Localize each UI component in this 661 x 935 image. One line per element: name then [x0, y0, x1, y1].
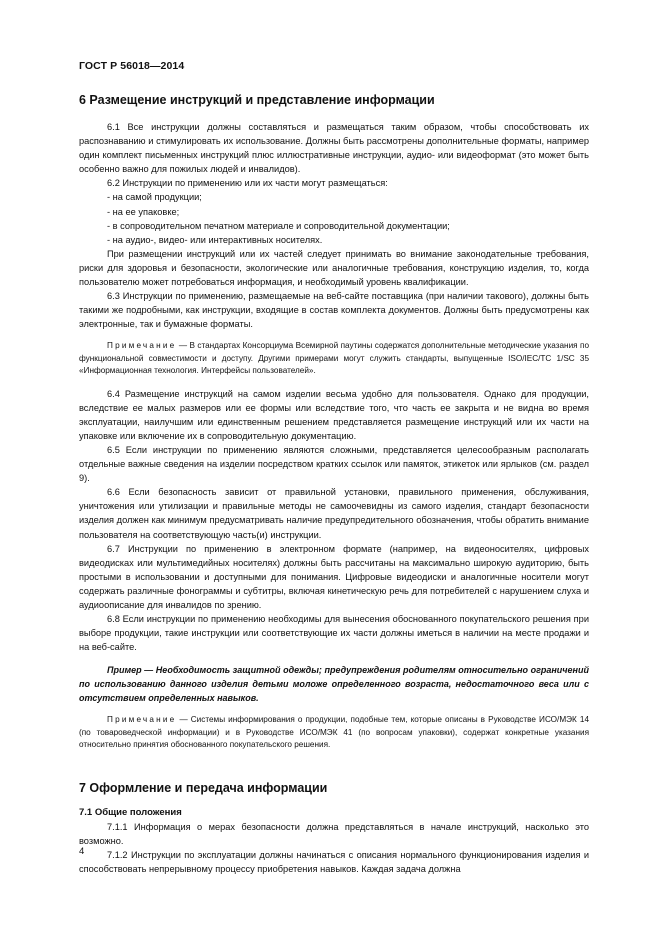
- clause-6-5: 6.5 Если инструкции по применению являются сложными, представляется целесообразным располагать отдельные важные сведения на изделии посредством кратких ссылок или памяток, этикеток или ярлыков (см. раздел 9).: [79, 445, 589, 484]
- note-2-text: — Системы информирования о продукции, подобные тем, которые описаны в Руководстве ИСО/МЭК 14 (по товароведческой информации) и в Руководстве ИСО/МЭК 41 (по вопросам упаковки), содержат конкретные указания относительно принятия обоснованного покупательского решения.: [79, 715, 589, 750]
- page-number: 4: [79, 846, 85, 857]
- list-item: - на ее упаковке;: [107, 206, 180, 217]
- list-item: - на самой продукции;: [107, 192, 202, 203]
- clause-6-4: 6.4 Размещение инструкций на самом изделии весьма удобно для пользователя. Однако для продукции, вследствие ее малых размеров или ее формы или вследствие того, что часть ее закрыта и не видна во время эксплуатации, наилучшим или единственным решением представляется размещение инструкций или их части на упаковке или включение их в сопроводительную документацию.: [79, 388, 589, 441]
- note-1-text: — В стандартах Консорциума Всемирной паутины содержатся дополнительные методические указания по функциональной совместимости и доступу. Другими примерами могут служить стандарты, выпущенные ISO/IEC/TC 1/SC 35 «Информационная технология. Интерфейсы пользователей».: [79, 341, 589, 376]
- clause-7-1-1: 7.1.1 Информация о мерах безопасности должна представляться в начале инструкций, насколько это возможно.: [79, 821, 589, 846]
- clause-7-1-2: 7.1.2 Инструкции по эксплуатации должны начинаться с описания нормального функционирования изделия и способствовать непрерывному процессу приобретения навыков. Каждая задача должна: [79, 849, 589, 874]
- note-1-label: Примечание: [107, 341, 177, 351]
- clause-6-2-continuation: При размещении инструкций или их частей следует принимать во внимание законодательные требования, риски для здоровья и безопасности, экологические или аналогичные требования, конструкцию изделия, то, когда пользователю может потребоваться информация, и необходимый уровень квалификации.: [79, 248, 589, 288]
- note-1: [79, 340, 589, 377]
- clause-6-2: 6.2 Инструкции по применению или их части могут размещаться:: [107, 178, 388, 189]
- clause-6-7: 6.7 Инструкции по применению в электронном формате (например, на видеоносителях, цифровых видеодисках или мультимедийных носителях) должны быть рассчитаны на максимально широкую аудиторию, быть простыми в использовании и доступными для понимания. Цифровые видеодиски и аналогичные носители могут содержать различные фонограммы и субтитры, включая кинетическую речь для потребителей с нарушением слуха и аудиоописание для инвалидов по зрению.: [79, 543, 589, 611]
- clause-6-8: 6.8 Если инструкции по применению необходимы для вынесения обоснованного покупательского решения при выборе продукции, такие инструкции или соответствующие их части должны иметься в наличии на месте продажи и на веб-сайте.: [79, 614, 589, 653]
- clause-6-3: 6.3 Инструкции по применению, размещаемые на веб-сайте поставщика (при наличии такового), должны быть такими же подробными, как инструкции, входящие в состав комплекта документов. Должны быть предусмотрены как электронные, так и бумажные форматы.: [79, 291, 589, 330]
- clause-6-6: 6.6 Если безопасность зависит от правильной установки, правильного применения, обслуживания, уничтожения или утилизации и правильные методы не самоочевидны из самого изделия, стандарт безопасности изделия должен как минимум предусматривать наличие предупредительного обозначения, чтобы обратить внимание пользователя на соответствующую часть(и) инструкции.: [79, 487, 589, 540]
- subsection-7-1-title: 7.1 Общие положения: [79, 806, 182, 818]
- clause-6-1: 6.1 Все инструкции должны составляться и размещаться таким образом, чтобы способствовать их распознаванию и стимулировать их использование. Должны быть рассмотрены дополнительные форматы, например один комплект письменных инструкций плюс иллюстративные инструкции, аудио- или видеоформат (это может быть особенно важно для пожилых людей и инвалидов).: [79, 122, 589, 175]
- document-body: [79, 92, 589, 876]
- list-item: - в сопроводительном печатном материале и сопроводительной документации;: [107, 220, 450, 231]
- note-2-label: Примечание: [107, 715, 177, 725]
- example-paragraph: Пример — Необходимость защитной одежды; предупреждения родителям относительно ограничений по использованию данного изделия детьми моложе определенного возраста, недостаточного веса или с отсутствием определенных навыков.: [79, 665, 589, 704]
- list-item: - на аудио-, видео- или интерактивных носителях.: [107, 234, 323, 245]
- note-2: [79, 714, 589, 751]
- section-7-title: 7 Оформление и передача информации: [79, 780, 328, 795]
- document-id: ГОСТ Р 56018—2014: [79, 60, 185, 72]
- section-6-title: 6 Размещение инструкций и представление информации: [79, 93, 435, 107]
